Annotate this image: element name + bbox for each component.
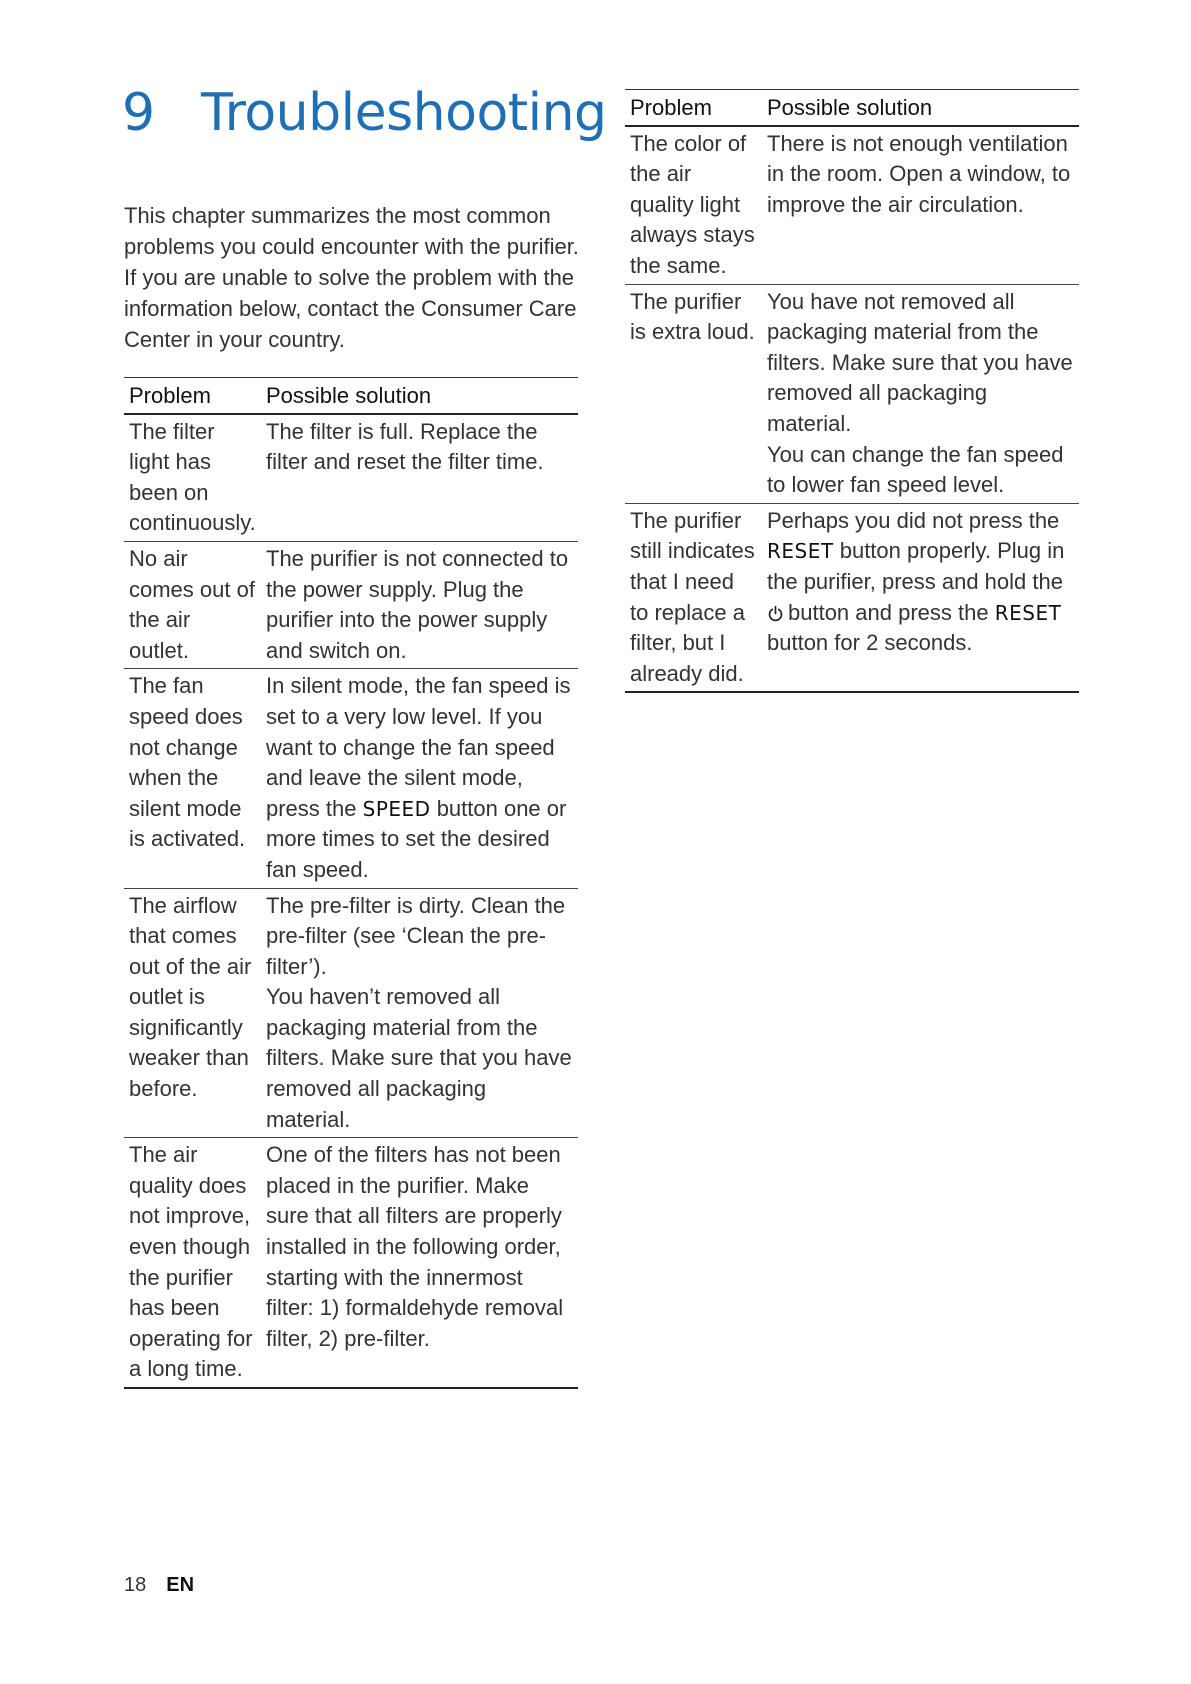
problem-cell: The fan speed does not change when the silent mode is activated. bbox=[124, 669, 261, 888]
solution-cell bbox=[762, 503, 1079, 692]
solution-cell: There is not enough ventilation in the room. Open a window, to improve the air circulation. bbox=[762, 126, 1079, 284]
solution-text: You haven’t removed all packaging material from the filters. Make sure that you have removed all packaging material. bbox=[266, 984, 572, 1132]
table-row bbox=[625, 503, 1079, 692]
table-row bbox=[124, 888, 578, 1138]
speed-button-label: SPEED bbox=[362, 796, 431, 821]
solution-cell bbox=[261, 888, 578, 1138]
solution-text: button and press the bbox=[788, 599, 989, 625]
solution-text: In silent mode, the fan speed is set to a very low level. If you want to change the fan speed and leave the silent mode, press the bbox=[266, 673, 571, 821]
table-header-row bbox=[625, 90, 1079, 126]
table-row bbox=[124, 414, 578, 542]
reset-button-label: RESET bbox=[994, 600, 1062, 625]
column-header-solution: Possible solution bbox=[762, 90, 1079, 126]
troubleshooting-table-right bbox=[625, 89, 1079, 693]
table-row bbox=[124, 669, 578, 888]
table-row bbox=[124, 541, 578, 668]
problem-cell: The purifier is extra loud. bbox=[625, 284, 762, 503]
intro-paragraph: This chapter summarizes the most common problems you could encounter with the purifier. If you are unable to solve the problem with the information below, contact the Consumer Care Center in your country. bbox=[124, 203, 579, 352]
troubleshooting-table-left bbox=[124, 377, 578, 1389]
solution-text: The pre-filter is dirty. Clean the pre-filter (see ‘Clean the pre-filter’). bbox=[266, 892, 566, 979]
solution-cell: One of the filters has not been placed in the purifier. Make sure that all filters are properly installed in the following order, starting with the innermost filter: 1) formaldehyde removal filter, 2) pre-filter. bbox=[261, 1138, 578, 1388]
solution-text: Perhaps you did not press the bbox=[767, 507, 1060, 533]
problem-cell: The airflow that comes out of the air outlet is significantly weaker than before. bbox=[124, 888, 261, 1138]
table-header-row bbox=[124, 378, 578, 414]
chapter-title: Troubleshooting bbox=[201, 83, 607, 143]
solution-cell bbox=[261, 669, 578, 888]
problem-cell: The air quality does not improve, even though the purifier has been operating for a long time. bbox=[124, 1138, 261, 1388]
solution-text: button one or more times to set the desired fan speed. bbox=[266, 795, 567, 882]
solution-cell bbox=[762, 284, 1079, 503]
table-row bbox=[625, 284, 1079, 503]
solution-text: You have not removed all packaging material from the filters. Make sure that you have removed all packaging material. bbox=[767, 288, 1073, 436]
solution-text: button properly. Plug in the purifier, press and hold the bbox=[767, 538, 1065, 594]
page-number: 18 bbox=[124, 1574, 147, 1596]
problem-cell: The color of the air quality light always stays the same. bbox=[625, 126, 762, 284]
problem-cell: The purifier still indicates that I need to replace a filter, but I already did. bbox=[625, 503, 762, 692]
chapter-number: 9 bbox=[122, 83, 155, 143]
page-title bbox=[122, 78, 607, 148]
table-row bbox=[124, 1138, 578, 1388]
column-header-problem: Problem bbox=[124, 378, 261, 414]
table-row bbox=[625, 126, 1079, 284]
power-icon bbox=[767, 605, 784, 622]
problem-cell: No air comes out of the air outlet. bbox=[124, 541, 261, 668]
column-header-solution: Possible solution bbox=[261, 378, 578, 414]
solution-text: button for 2 seconds. bbox=[767, 630, 973, 656]
solution-text: You can change the fan speed to lower fan speed level. bbox=[767, 441, 1064, 498]
column-header-problem: Problem bbox=[625, 90, 762, 126]
reset-button-label: RESET bbox=[767, 539, 834, 564]
page-footer bbox=[124, 1574, 194, 1597]
problem-cell: The filter light has been on continuously. bbox=[124, 414, 261, 542]
solution-cell: The purifier is not connected to the power supply. Plug the purifier into the power supply and switch on. bbox=[261, 541, 578, 668]
language-code: EN bbox=[166, 1574, 195, 1596]
solution-cell: The filter is full. Replace the filter and reset the filter time. bbox=[261, 414, 578, 542]
